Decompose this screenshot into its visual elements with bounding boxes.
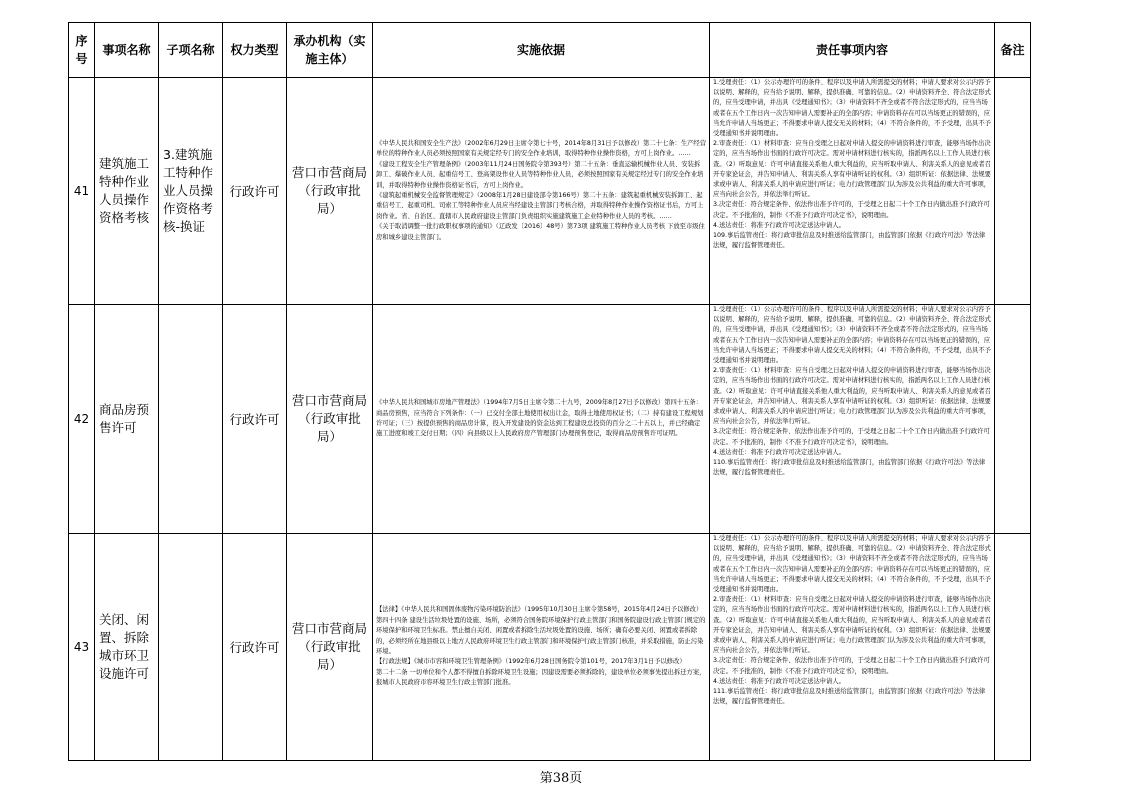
basis-paragraph: 《中华人民共和国安全生产法》（2002年6月29日主席令第七十号，2014年8月31日予以修改）第二十七条：生产经营单位的特种作业人员必须按照国家有关规定经专门的安全作业培训，取得特种作业操作资格，方可上岗作业。…… xyxy=(376,139,707,158)
header-org: 承办机构（实施主体） xyxy=(287,23,373,78)
permission-table xyxy=(68,22,1031,761)
table-row xyxy=(69,78,1031,305)
table-row xyxy=(69,534,1031,761)
header-row xyxy=(69,23,1031,78)
responsibility-paragraph: 1.受理责任：（1）公示办理许可的条件、程序以及申请人所需提交的材料；申请人要求对公示内容予以说明、解释的，应当给予说明、解释，提供准确、可靠的信息。（2）申请资料齐全、符合法定形式的，应当受理申请，并出具《受理通知书》；（3）申请资料不齐全或者不符合法定形式的，应当当场或者在五个工作日内一次告知申请人需要补正的全部内容；申请资料存在可以当场更正的错误的，应当允许申请人当场更正；不得要求申请人提交无关的材料；（4）不符合条件的，不予受理，出具不予受理通知书并说明理由。 xyxy=(713,306,991,365)
row-no: 42 xyxy=(69,305,95,534)
basis-paragraph: 【法律】《中华人民共和国固体废物污染环境防治法》（1995年10月30日主席令第58号，2015年4月24日予以修改） xyxy=(376,606,703,614)
row-item-name: 商品房预售许可 xyxy=(95,305,159,534)
responsibility-paragraph: 2.审查责任：（1）材料审查：应当自受理之日起对申请人提交的申请资料进行审查，能够当场作出决定的，应当当场作出书面的行政许可决定。需对申请材料进行核实的，指派两名以上工作人员进行核查。（2）听取意见：许可申请直接关系他人重大利益的，应当听取申请人、利害关系人的意见或者召开专家论证会，并告知申请人、利害关系人享有申请听证的权利。（3）组织听证：依据法律、法规要求或申请人、利害关系人的申请应进行听证；电力行政管理部门认为涉及公共利益的重大许可事项，应当向社会公告，并依法举行听证。 xyxy=(713,367,991,426)
row-remark xyxy=(995,305,1031,534)
header-item-name: 事项名称 xyxy=(95,23,159,78)
page-number: 第38页 xyxy=(539,771,583,786)
responsibility-paragraph: 2.审查责任：（1）材料审查：应当自受理之日起对申请人提交的申请资料进行审查，能够当场作出决定的，应当当场作出书面的行政许可决定。需对申请材料进行核实的，指派两名以上工作人员进行核查。（2）听取意见：许可申请直接关系他人重大利益的，应当听取申请人、利害关系人的意见或者召开专家论证会，并告知申请人、利害关系人享有申请听证的权利。（3）组织听证：依据法律、法规要求或申请人、利害关系人的申请应进行听证；电力行政管理部门认为涉及公共利益的重大许可事项，应当向社会公告，并依法举行听证。 xyxy=(713,596,991,655)
row-power-type: 行政许可 xyxy=(223,305,287,534)
basis-paragraph: 《建设工程安全生产管理条例》（2003年11月24日国务院令第393号）第二十五条：垂直运输机械作业人员、安装拆卸工、爆破作业人员、起重信号工、登高架设作业人员等特种作业人员，必须按照国家有关规定经过专门的安全作业培训，并取得特种作业操作资格证书后，方可上岗作业。 xyxy=(376,160,704,189)
header-power-type: 权力类型 xyxy=(223,23,287,78)
row-power-type: 行政许可 xyxy=(223,534,287,761)
row-responsibility xyxy=(710,305,995,534)
row-item-name: 关闭、闲置、拆除城市环卫设施许可 xyxy=(95,534,159,761)
header-remark: 备注 xyxy=(995,23,1031,78)
responsibility-paragraph: 3.决定责任：符合规定条件、依法作出准予许可的，于受理之日起二十个工作日内做出准予行政许可决定。不予批准的，制作《不准予行政许可决定书》，说明理由。 xyxy=(713,657,990,675)
responsibility-paragraph: 2.审查责任：（1）材料审查：应当自受理之日起对申请人提交的申请资料进行审查，能够当场作出决定的，应当当场作出书面的行政许可决定。需对申请材料进行核实的，指派两名以上工作人员进行核查。（2）听取意见：许可申请直接关系他人重大利益的，应当听取申请人、利害关系人的意见或者召开专家论证会，并告知申请人、利害关系人享有申请听证的权利。（3）组织听证：依据法律、法规要求或申请人、利害关系人的申请应进行听证；电力行政管理部门认为涉及公共利益的重大许可事项，应当向社会公告，并依法举行听证。 xyxy=(713,140,991,199)
header-responsibility: 责任事项内容 xyxy=(710,23,995,78)
header-no: 序号 xyxy=(69,23,95,78)
basis-paragraph: 《中华人民共和国城市房地产管理法》（1994年7月5日主席令第二十九号，2009年8月27日予以修改）第四十五条：商品房预售，应当符合下列条件：（一）已交付全部土地使用权出让金，取得土地使用权证书；（二）持有建设工程规划许可证；（三）按提供预售的商品房计算，投入开发建设的资金达到工程建设总投资的百分之二十五以上，并已经确定施工进度和竣工交付日期；（四）向县级以上人民政府房产管理部门办理预售登记，取得商品房预售许可证明。 xyxy=(376,399,704,438)
basis-paragraph: 【行政法规】《城市市容和环境卫生管理条例》（1992年6月28日国务院令第101号，2017年3月1日予以修改） xyxy=(376,658,686,666)
responsibility-paragraph: 1.受理责任：（1）公示办理许可的条件、程序以及申请人所需提交的材料；申请人要求对公示内容予以说明、解释的，应当给予说明、解释，提供准确、可靠的信息。（2）申请资料齐全、符合法定形式的，应当受理申请，并出具《受理通知书》；（3）申请资料不齐全或者不符合法定形式的，应当当场或者在五个工作日内一次告知申请人需要补正的全部内容；申请资料存在可以当场更正的错误的，应当允许申请人当场更正；不得要求申请人提交无关的材料；（4）不符合条件的，不予受理，出具不予受理通知书并说明理由。 xyxy=(713,535,991,594)
basis-paragraph: 第二十二条 一切单位和个人都不得擅自拆除环境卫生设施；因建设需要必须拆除的，建设单位必须事先提出拆迁方案，报城市人民政府市容环境卫生行政主管部门批准。 xyxy=(376,668,706,687)
header-sub-item: 子项名称 xyxy=(159,23,223,78)
row-basis xyxy=(373,78,710,305)
responsibility-paragraph: 3.决定责任：符合规定条件、依法作出准予许可的，于受理之日起二十个工作日内做出准予行政许可决定。不予批准的，制作《不准予行政许可决定书》，说明理由。 xyxy=(713,428,990,446)
row-remark xyxy=(995,78,1031,305)
basis-paragraph: 《关于取消调整一批行政职权事项的通知》（辽政发〔2016〕48号）第73项 建筑施工特种作业人员考核 下放至市级住房和城乡建设主管部门。 xyxy=(376,223,705,241)
row-power-type: 行政许可 xyxy=(223,78,287,305)
basis-paragraph: 第四十四条 建设生活垃圾处置的设施、场所，必须符合国务院环境保护行政主管部门和国务院建设行政主管部门规定的环境保护和环境卫生标准。禁止擅自关闭、闲置或者拆除生活垃圾处置的设施、场所；确有必要关闭、闲置或者拆除的，必须经所在地县级以上地方人民政府环境卫生行政主管部门和环境保护行政主管部门核准，并采取措施，防止污染环境。 xyxy=(376,616,706,655)
responsibility-paragraph: 3.决定责任：符合规定条件、依法作出准予许可的，于受理之日起二十个工作日内做出准予行政许可决定。不予批准的，制作《不准予行政许可决定书》，说明理由。 xyxy=(713,201,990,219)
row-responsibility xyxy=(710,534,995,761)
row-no: 41 xyxy=(69,78,95,305)
responsibility-paragraph: 4.送达责任：将准予行政许可决定送达申请人。 xyxy=(713,677,845,685)
row-basis xyxy=(373,534,710,761)
row-basis xyxy=(373,305,710,534)
responsibility-paragraph: 110.事后监管责任：将行政审批信息及时推送给监管部门，由监管部门依据《行政许可法》等法律法规，履行监督管理责任。 xyxy=(713,459,986,477)
row-org: 营口市营商局（行政审批局） xyxy=(287,534,373,761)
responsibility-paragraph: 1.受理责任：（1）公示办理许可的条件、程序以及申请人所需提交的材料；申请人要求对公示内容予以说明、解释的，应当给予说明、解释，提供准确、可靠的信息。（2）申请资料齐全、符合法定形式的，应当受理申请，并出具《受理通知书》；（3）申请资料不齐全或者不符合法定形式的，应当当场或者在五个工作日内一次告知申请人需要补正的全部内容；申请资料存在可以当场更正的错误的，应当允许申请人当场更正；不得要求申请人提交无关的材料；（4）不符合条件的，不予受理，出具不予受理通知书并说明理由。 xyxy=(713,79,991,138)
basis-paragraph: 《建筑起重机械安全监督管理规定》（2008年1月28日建设部令第166号）第二十五条：建筑起重机械安装拆卸工、起重信号工、起重司机、司索工等特种作业人员应当经建设主管部门考核合格，并取得特种作业操作资格证书后，方可上岗作业。省、自治区、直辖市人民政府建设主管部门负责组织实施建筑施工企业特种作业人员的考核。…… xyxy=(376,192,704,220)
responsibility-paragraph: 4.送达责任：将准予行政许可决定送达申请人。 xyxy=(713,448,845,456)
row-org: 营口市营商局（行政审批局） xyxy=(287,78,373,305)
row-item-name: 建筑施工特种作业人员操作资格考核 xyxy=(95,78,159,305)
table-row xyxy=(69,305,1031,534)
row-remark xyxy=(995,534,1031,761)
row-sub-item xyxy=(159,534,223,761)
row-sub-item xyxy=(159,305,223,534)
responsibility-paragraph: 4.送达责任：将准予行政许可决定送达申请人。 xyxy=(713,221,845,229)
responsibility-paragraph: 111.事后监管责任：将行政审批信息及时推送给监管部门，由监管部门依据《行政许可法》等法律法规，履行监督管理责任。 xyxy=(713,688,986,706)
row-responsibility xyxy=(710,78,995,305)
row-org: 营口市营商局（行政审批局） xyxy=(287,305,373,534)
responsibility-paragraph: 109.事后监管责任：将行政审批信息及时推送给监管部门，由监管部门依据《行政许可法》等法律法规，履行监督管理责任。 xyxy=(713,232,986,250)
header-basis: 实施依据 xyxy=(373,23,710,78)
row-sub-item: 3.建筑施工特种作业人员操作资格考核-换证 xyxy=(159,78,223,305)
row-no: 43 xyxy=(69,534,95,761)
